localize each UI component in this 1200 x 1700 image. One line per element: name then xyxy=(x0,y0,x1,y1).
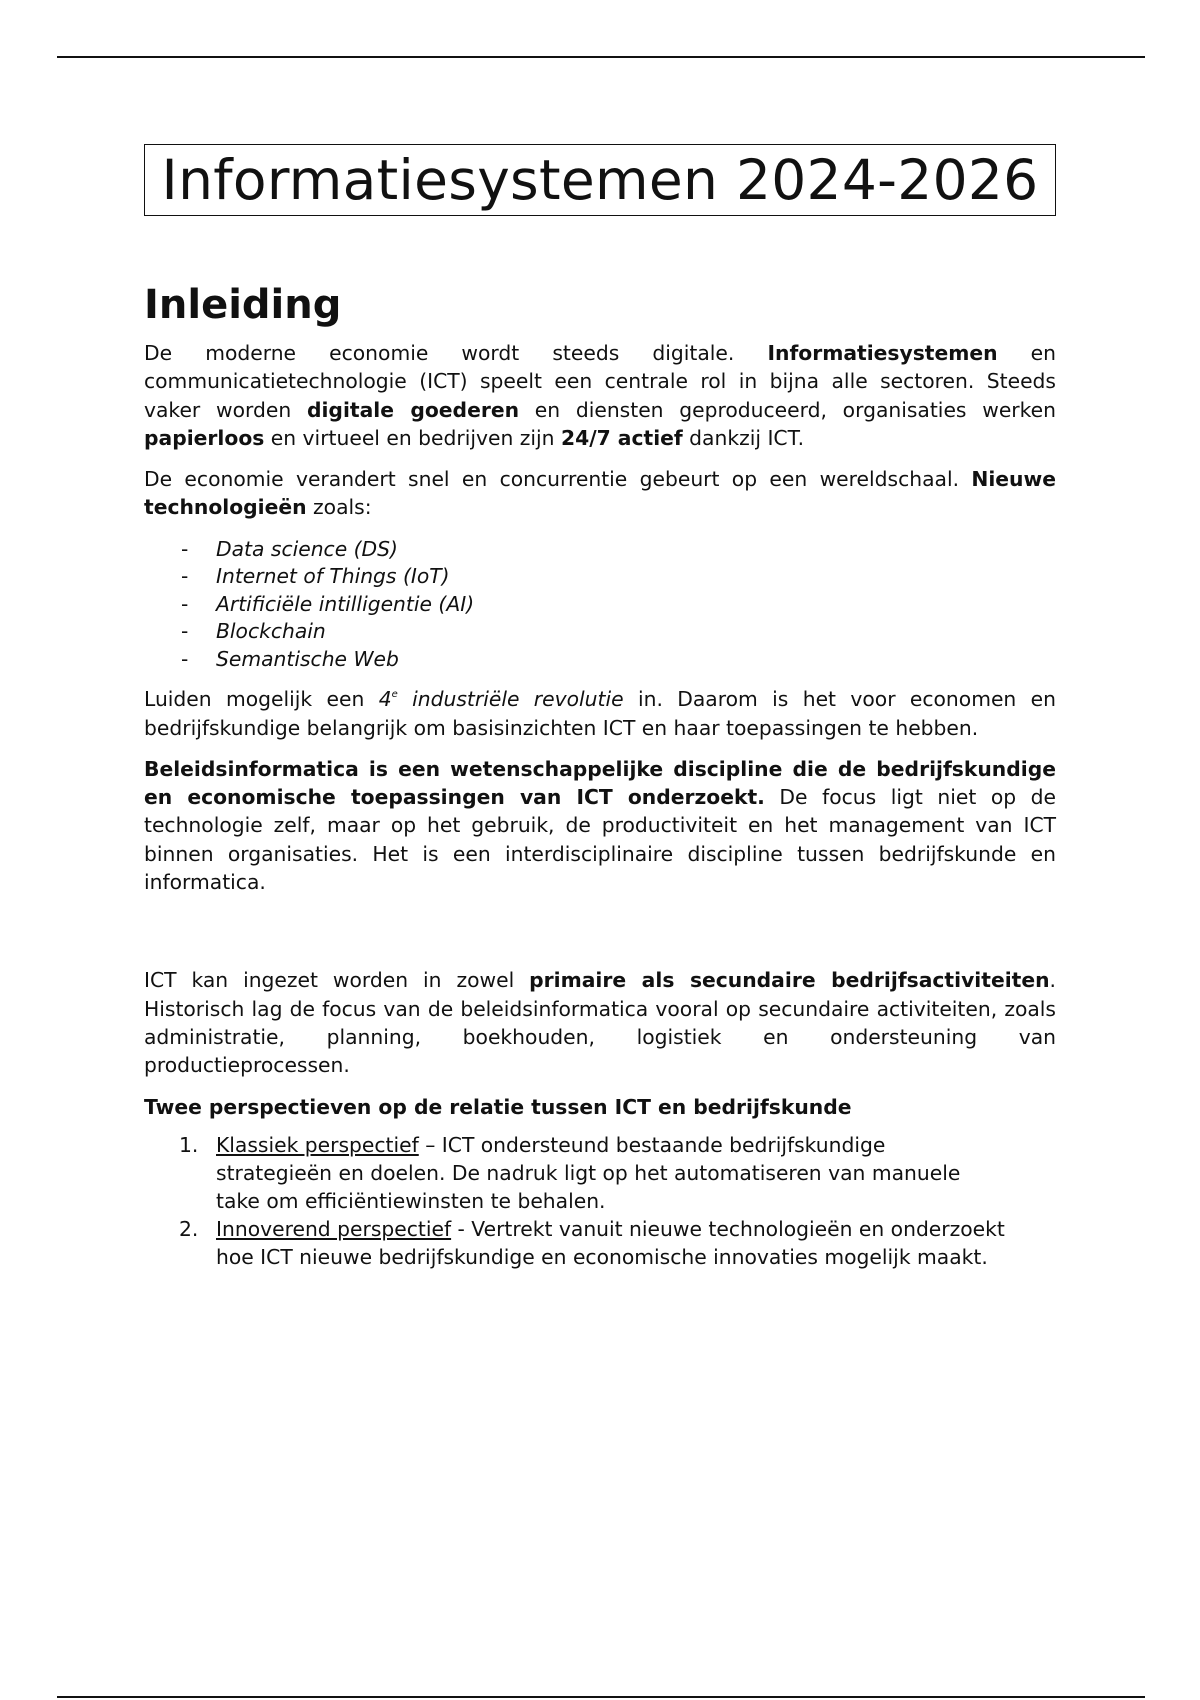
list-item: - Blockchain xyxy=(144,618,1056,646)
list-item: - Semantische Web xyxy=(144,646,1056,674)
superscript: e xyxy=(391,689,398,701)
italic-text: 4 xyxy=(378,687,392,712)
document-page xyxy=(144,144,1057,1269)
list-item xyxy=(144,1215,1006,1271)
list-item: - Data science (DS) xyxy=(144,536,1056,564)
text-run: - Vertrekt vanuit nieuwe technologieën en onderzoekt hoe ICT nieuwe bedrijfskundige en economische innovaties mogelijk maakt. xyxy=(216,1216,1005,1269)
bold-term: Informatiesystemen xyxy=(767,341,998,365)
list-item xyxy=(144,1131,1006,1215)
list-number: 2. xyxy=(179,1216,199,1241)
text-run: Luiden mogelijk een xyxy=(144,687,379,712)
paragraph-intro xyxy=(144,339,1056,452)
bold-term: primaire als secundaire bedrijfsactiviteiten xyxy=(529,968,1050,993)
italic-text: industriële revolutie xyxy=(397,687,624,712)
subheading-perspectives: Twee perspectieven op de relatie tussen ICT en bedrijfskunde xyxy=(144,1094,852,1119)
paragraph-beleidsinformatica xyxy=(144,755,1056,896)
text-run: en communicatietechnologie (ICT) speelt een centrale rol in bijna alle sectoren. Steeds vaker worden xyxy=(144,341,1057,422)
paragraph-economy xyxy=(144,465,1056,522)
perspective-term: Innoverend perspectief xyxy=(216,1216,452,1241)
technology-list xyxy=(144,536,1056,674)
bold-term: 24/7 actief xyxy=(560,425,683,450)
document-body xyxy=(144,339,1056,1271)
text-run: ICT kan ingezet worden in zowel xyxy=(144,968,530,993)
text-run: . Historisch lag de focus van de beleidsinformatica vooral op secundaire activiteiten, zoals administratie, planning, boekhouden, logistiek en ondersteuning van productieprocessen. xyxy=(144,968,1056,1078)
bold-term: digitale goederen xyxy=(306,397,520,422)
bold-term: Nieuwe technologieën xyxy=(144,467,1056,520)
text-run: dankzij ICT. xyxy=(682,425,805,450)
text-run: – ICT ondersteund bestaande bedrijfskundige strategieën en doelen. De nadruk ligt op het automatiseren van manuele take om efficiëntiewinsten te behalen. xyxy=(216,1132,961,1213)
list-item: - Artificiële intilligentie (AI) xyxy=(144,591,1056,619)
footer-rule xyxy=(57,1696,1145,1698)
text-run: in. Daarom is het voor economen en bedrijfskundige belangrijk om basisinzichten ICT en haar toepassingen te hebben. xyxy=(144,687,1056,740)
perspective-term: Klassiek perspectief xyxy=(216,1132,419,1157)
paragraph-activities xyxy=(144,966,1056,1079)
section-heading: Inleiding xyxy=(144,282,342,328)
text-run: De focus ligt niet op de technologie zelf, maar op het gebruik, de productiviteit en het management van ICT binnen organisaties. Het is een interdisciplinaire discipline tussen bedrijfskunde en informatica. xyxy=(144,785,1056,895)
list-item: - Internet of Things (IoT) xyxy=(144,563,1056,591)
document-title-box xyxy=(144,144,1056,216)
document-title: Informatiesystemen 2024-2026 xyxy=(161,147,1039,212)
text-run: De economie verandert snel en concurrentie gebeurt op een wereldschaal. xyxy=(144,467,972,492)
list-number: 1. xyxy=(179,1132,199,1157)
text-run: en diensten geproduceerd, organisaties werken xyxy=(519,397,1056,422)
perspectives-list xyxy=(144,1131,1056,1271)
paragraph-revolution xyxy=(144,685,1056,742)
text-run: De moderne economie wordt steeds digitale. xyxy=(144,341,768,365)
text-run: en virtueel en bedrijven zijn xyxy=(264,425,561,450)
header-rule xyxy=(57,56,1145,58)
bold-definition: Beleidsinformatica is een wetenschappelijke discipline die de bedrijfskundige en economische toepassingen van ICT onderzoekt. xyxy=(144,756,1056,810)
text-run: zoals: xyxy=(306,495,372,520)
spacer xyxy=(144,909,1056,966)
bold-term: papierloos xyxy=(144,425,265,450)
